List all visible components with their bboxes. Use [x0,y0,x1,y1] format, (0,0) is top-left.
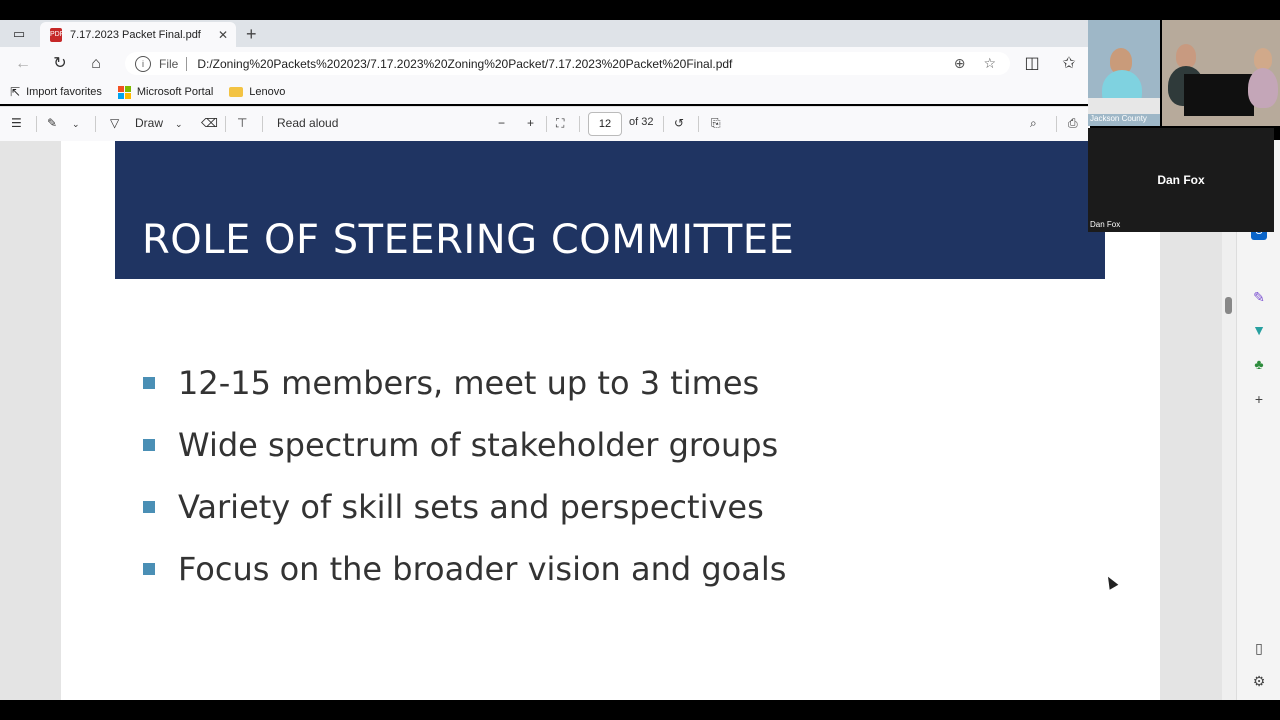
bullet-square-icon [143,439,155,451]
video-label: Jackson County [1090,114,1147,123]
bullet-list [143,363,786,611]
tab-pdf[interactable] [40,22,236,47]
tab-actions-icon[interactable]: ▭ [12,26,26,41]
settings-gear-icon[interactable]: ⚙ [1252,673,1266,689]
highlight-icon[interactable]: ✎ [47,116,58,130]
url-scheme: File [159,56,179,71]
bullet-square-icon [143,563,155,575]
slide-banner [115,141,1105,279]
laptop [1184,74,1254,116]
import-icon: ⇱ [10,85,21,99]
pdf-file-icon: PDF [50,28,62,42]
url-text: D:/Zoning%20Packets%202023/7.17.2023%20Zoning%20Packet/7.17.2023%20Packet%20Final.pdf [197,56,733,71]
toolbar-divider [663,116,664,132]
chevron-down-icon[interactable]: ⌄ [175,119,183,129]
draw-button[interactable]: Draw [135,116,164,130]
text-icon[interactable]: ⊤ [237,116,248,130]
designer-icon[interactable]: ✎ [1253,289,1265,305]
scrollbar-thumb[interactable] [1225,297,1232,314]
toolbar-divider [546,116,547,132]
tree-icon[interactable]: ♣ [1254,356,1264,372]
bullet-item: Focus on the broader vision and goals [143,549,786,611]
favorites-bar [0,80,1090,104]
participant-figure [1176,44,1196,68]
url-divider [186,57,187,71]
video-tile-dan-fox [1088,128,1274,232]
slide-title: ROLE OF STEERING COMMITTEE [142,217,795,263]
favorite-star-icon[interactable]: ☆ [983,55,996,71]
toolbar-divider [698,116,699,132]
bullet-item: 12-15 members, meet up to 3 times [143,363,786,425]
zoom-in-icon[interactable]: + [527,116,535,130]
drop-icon[interactable]: ▼ [1252,322,1266,338]
add-icon[interactable]: + [1254,391,1264,407]
sidebar-toggle-icon[interactable]: ▯ [1255,640,1263,656]
new-tab-icon[interactable]: + [246,24,257,44]
search-icon[interactable]: ⌕ [1030,116,1037,130]
page-total: of 32 [629,116,654,128]
pdf-toolbar [0,106,1090,142]
toolbar-divider [225,116,226,132]
toolbar-divider [1056,116,1057,132]
print-icon[interactable]: ⎙ [1068,116,1078,130]
refresh-icon[interactable]: ↻ [53,55,67,72]
close-tab-icon[interactable]: ✕ [217,27,228,42]
page-view-icon[interactable]: ⎘ [711,116,721,130]
toolbar-divider [579,116,580,132]
toolbar-divider [36,116,37,132]
draw-icon[interactable]: ▽ [110,116,120,130]
rotate-icon[interactable]: ↺ [674,116,685,130]
address-bar[interactable] [125,52,1010,75]
eraser-icon[interactable]: ⌫ [201,116,218,130]
favorite-lenovo[interactable]: Lenovo [229,86,285,98]
video-label: Dan Fox [1090,220,1121,229]
toolbar-divider [262,116,263,132]
bullet-square-icon [143,377,155,389]
bullet-square-icon [143,501,155,513]
favorites-icon[interactable]: ✩ [1062,55,1076,72]
zoom-icon[interactable]: ⊕ [953,55,966,71]
home-icon[interactable]: ⌂ [91,55,101,72]
folder-icon [229,87,243,97]
contents-icon[interactable]: ☰ [11,116,22,130]
split-screen-icon[interactable]: ◫ [1024,55,1040,72]
bullet-item: Variety of skill sets and perspectives [143,487,786,549]
tab-title: 7.17.2023 Packet Final.pdf [70,28,201,41]
fit-page-icon[interactable]: ⛶ [556,116,565,130]
pdf-viewer[interactable] [0,141,1222,700]
participant-figure [1248,68,1278,108]
participant-name: Dan Fox [1157,173,1205,187]
zoom-out-icon[interactable]: − [498,116,506,130]
pdf-page [61,141,1160,700]
video-tile-jackson-county [1088,20,1160,126]
participant-figure [1254,48,1272,70]
read-aloud-button[interactable]: Read aloud [277,116,339,130]
page-number-input[interactable]: 12 [588,112,622,136]
video-tile-meeting-room [1162,20,1280,126]
back-icon[interactable]: ← [15,55,31,72]
favorite-import[interactable]: ⇱ Import favorites [10,85,102,99]
microsoft-logo-icon [118,86,131,99]
favorite-microsoft-portal[interactable]: Microsoft Portal [118,86,213,99]
info-icon[interactable]: i [135,56,151,72]
toolbar-divider [95,116,96,132]
chevron-down-icon[interactable]: ⌄ [72,119,80,129]
table [1088,98,1160,114]
bullet-item: Wide spectrum of stakeholder groups [143,425,786,487]
